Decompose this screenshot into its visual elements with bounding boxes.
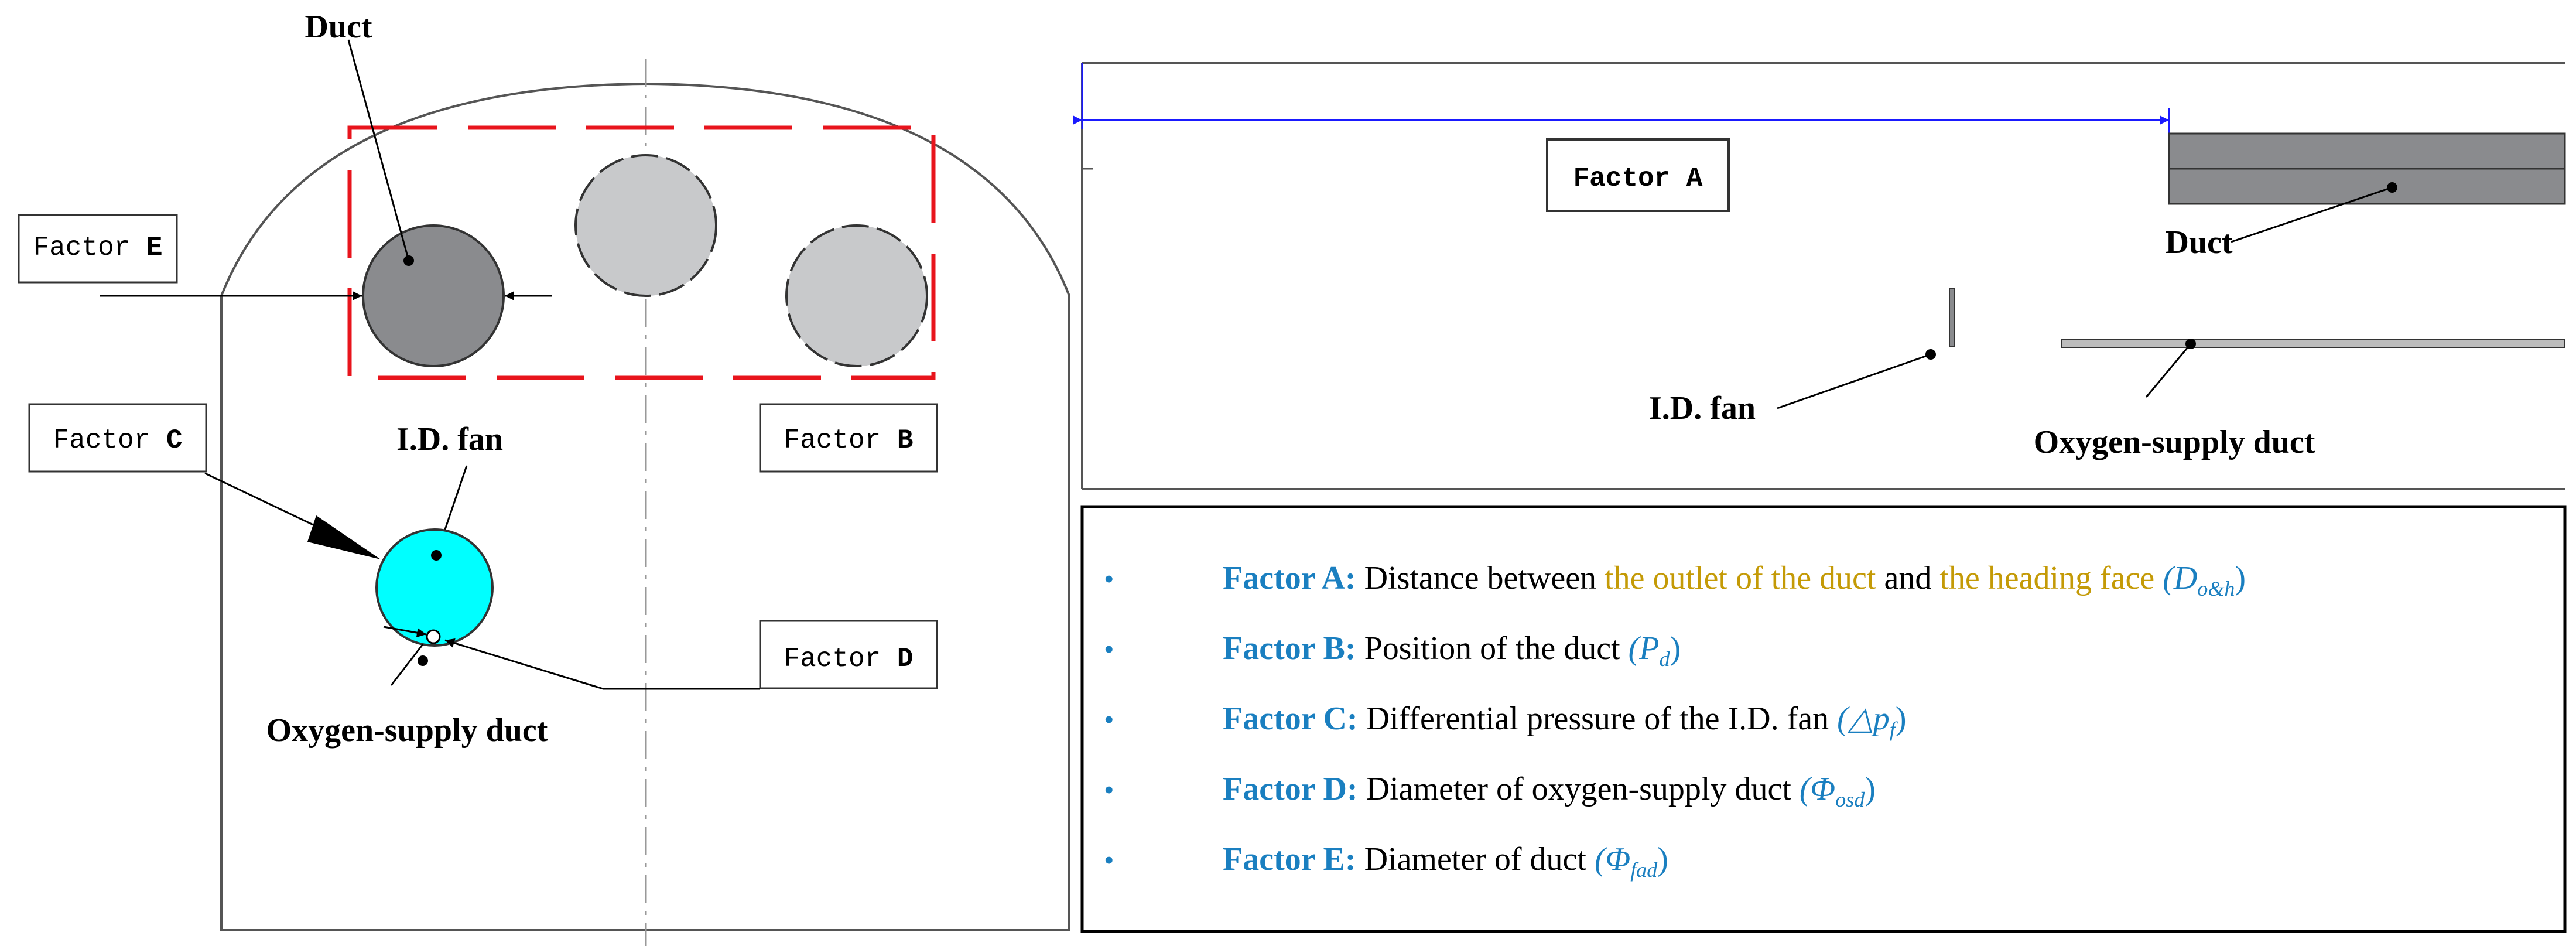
legend-item-c-text: Factor C: Differential pressure of the I.D. fan $(\triangle p_f)$ [1223,701,1907,741]
id-fan-side-plate [1949,288,1954,347]
legend-factor-label: Factor B: [1223,630,1356,667]
factor-c-arrow-head [307,515,381,559]
legend-factor-label: Factor A: [1223,560,1356,596]
legend-item-a [1104,560,2303,600]
duct-leader-dot [403,255,414,266]
legend-factor-label: Factor C: [1223,701,1358,737]
legend-bullet: • [1104,562,1114,595]
factor-b-label: Factor B [784,425,914,456]
legend-bullet: • [1104,703,1114,736]
duct-leader-line [348,40,409,261]
duct-alt-position-right [786,226,927,366]
legend-item-d-text: Factor D: Diameter of oxygen-supply duct $(\Phi_{osd})$ [1223,771,1876,811]
legend-item-b [1104,630,1738,671]
factor-d-label: Factor D [784,644,914,674]
id-fan-side-leader-line [1777,354,1931,408]
oxygen-duct-side-body [2061,340,2565,347]
oxygen-duct-label: Oxygen-supply duct [266,712,548,749]
factor-a-label: Factor A [1573,163,1703,194]
id-fan-side-label: I.D. fan [1648,390,1756,426]
legend-item-c [1104,701,1963,741]
factor-d-leader-line [445,640,760,689]
legend-item-d [1104,771,1933,811]
duct-alt-position-center [576,155,716,296]
legend-item-e-text: Factor E: Diameter of duct $(\Phi_{fad})$ [1223,841,1668,882]
duct-side-label: Duct [2165,224,2233,261]
right-top-panel [1082,63,2565,489]
legend-bullet: • [1104,633,1114,665]
legend-bullet: • [1104,773,1114,806]
legend-item-a-text: Factor A: Distance between the outlet of the duct and the heading face $(D_{o\&h})$ [1223,560,2246,600]
duct-circle [363,226,504,366]
left-panel [19,9,1069,946]
legend-panel [1082,507,2565,931]
legend-item-b-text: Factor B: Position of the duct $(P_d)$ [1223,630,1681,671]
factor-e-label: Factor E [33,233,163,263]
oxygen-duct-circle [427,630,440,643]
id-fan-leader-dot [431,550,442,561]
id-fan-label: I.D. fan [396,421,504,457]
legend-factor-label: Factor E: [1223,841,1356,877]
oxygen-duct-side-leader-line [2146,344,2191,397]
oxygen-duct-leader-dot [418,655,428,666]
legend-factor-label: Factor D: [1223,771,1358,807]
duct-label: Duct [305,9,372,45]
legend-bullet: • [1104,843,1114,876]
oxygen-duct-side-label: Oxygen-supply duct [2033,424,2315,460]
oxygen-duct-leader-line [391,644,423,685]
factor-c-leader-line [205,473,328,532]
factor-c-label: Factor C [53,425,183,456]
